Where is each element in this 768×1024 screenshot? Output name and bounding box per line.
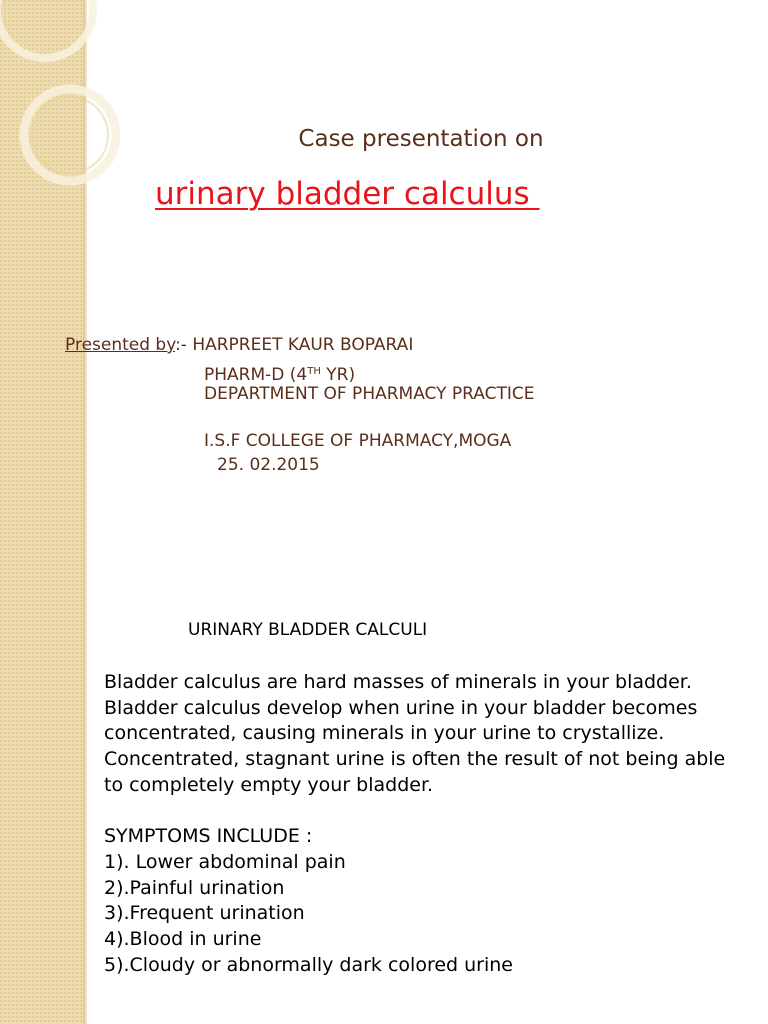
list-item: 5).Cloudy or abnormally dark colored urine — [104, 953, 513, 976]
symptom-list — [104, 850, 744, 979]
list-item: 1). Lower abdominal pain — [104, 850, 346, 873]
presentation-date: 25. 02.2015 — [217, 455, 320, 475]
presenter-label: Presented by — [65, 335, 176, 355]
main-title: urinary bladder calculus — [155, 176, 540, 212]
slide-heading: URINARY BLADDER CALCULI — [188, 620, 428, 640]
content-slide — [0, 576, 768, 1024]
subtitle: Case presentation on — [298, 126, 544, 152]
side-panel-edge — [83, 576, 87, 1024]
presenter-name: :- HARPREET KAUR BOPARAI — [175, 335, 414, 355]
decorative-circles — [0, 0, 120, 200]
slide-body — [104, 670, 744, 978]
symptoms-title: SYMPTOMS INCLUDE : — [104, 825, 313, 848]
degree-line: PHARM-D (4TH YR) — [204, 365, 356, 385]
college: I.S.F COLLEGE OF PHARMACY,MOGA — [204, 431, 512, 451]
description-paragraph: Bladder calculus are hard masses of minerals in your bladder. Bladder calculus develop when urine in your bladder becomes concentrated, causing minerals in your urine to crystallize. Concentrated, stagnant urine is often the result of not being able to completely empty your bladder. — [104, 671, 726, 796]
side-panel — [0, 576, 86, 1024]
list-item: 3).Frequent urination — [104, 902, 305, 925]
list-item: 4).Blood in urine — [104, 928, 262, 951]
department: DEPARTMENT OF PHARMACY PRACTICE — [204, 384, 535, 404]
list-item: 2).Painful urination — [104, 876, 285, 899]
